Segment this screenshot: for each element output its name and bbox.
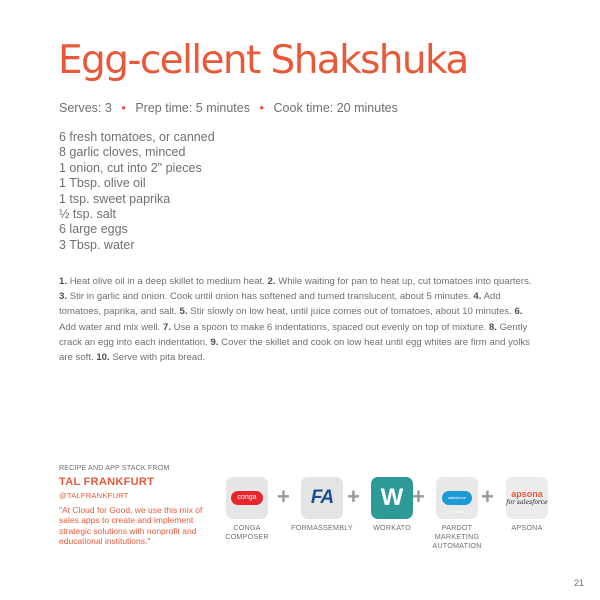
- step-number: 3.: [59, 291, 68, 303]
- ingredient-item: 1 Tbsp. olive oil: [59, 176, 146, 191]
- page-number: 21: [574, 578, 585, 588]
- plus-icon: +: [277, 484, 290, 509]
- ingredient-item: 1 onion, cut into 2" pieces: [59, 160, 202, 175]
- serves-text: Serves: 3: [59, 101, 112, 115]
- app-name: APSONA: [511, 523, 543, 532]
- separator-dot: •: [259, 100, 265, 115]
- author-handle: @TALFRANKFURT: [59, 491, 129, 500]
- apsona-logo-text: apsona: [511, 489, 543, 499]
- app-name: FORMASSEMBLY: [291, 523, 353, 532]
- step-number: 7.: [162, 321, 171, 333]
- pardot-logo-icon: [436, 477, 478, 519]
- plus-icon: +: [481, 484, 494, 509]
- step-number: 10.: [96, 352, 110, 364]
- app-name: WORKATO: [373, 523, 411, 532]
- step-number: 9.: [210, 336, 219, 348]
- step-text: Stir slowly on low heat, until juice comes out of tomatoes, about 10 minutes.: [190, 306, 512, 318]
- step-text: Cover the skillet and cook on low heat until egg whites are firm and yolks are soft.: [59, 336, 530, 364]
- app-name: PARDOT MARKETING AUTOMATION: [432, 523, 482, 550]
- separator-dot: •: [121, 100, 126, 115]
- plus-icon: +: [347, 484, 360, 509]
- app-name: CONGA COMPOSER: [225, 523, 269, 541]
- prep-time-text: Prep time: 5 minutes: [135, 101, 250, 115]
- step-text: Add tomatoes, paprika, and salt.: [59, 291, 501, 318]
- plus-icon: +: [412, 484, 425, 509]
- apsona-logo-icon: [506, 477, 548, 519]
- pardot-logo-text: salesforce pardot: [442, 491, 472, 505]
- step-text: While waiting for pan to heat up, cut tomatoes into quarters.: [278, 276, 532, 287]
- ingredient-item: 3 Tbsp. water: [59, 237, 135, 252]
- author-name: TAL FRANKFURT: [59, 476, 155, 488]
- apsona-logo-subtext: for salesforce: [506, 499, 548, 506]
- ingredient-item: 8 garlic cloves, minced: [59, 145, 186, 160]
- ingredient-item: 1 tsp. sweet paprika: [59, 191, 171, 206]
- step-number: 6.: [514, 306, 523, 318]
- app-conga-composer: [212, 477, 282, 541]
- formassembly-logo-text: FA: [310, 487, 334, 508]
- cook-time-text: Cook time: 20 minutes: [273, 101, 398, 115]
- app-apsona: [492, 477, 562, 532]
- workato-logo-icon: [371, 477, 413, 519]
- step-text: Serve with pita bread.: [112, 352, 206, 364]
- step-number: 2.: [267, 276, 276, 287]
- formassembly-logo-icon: [301, 477, 343, 519]
- step-text: Add water and mix well.: [59, 321, 161, 333]
- step-number: 8.: [488, 321, 497, 333]
- step-text: Stir in garlic and onion. Cook until onion has softened and turned translucent, about 5 minutes.: [69, 291, 471, 303]
- ingredient-item: 6 fresh tomatoes, or canned: [59, 130, 215, 144]
- ingredient-item: 6 large eggs: [59, 222, 128, 237]
- step-text: Use a spoon to make 6 indentations, spaced out evenly on top of mixture.: [173, 321, 487, 333]
- conga-logo-icon: [226, 477, 268, 519]
- credit-label: RECIPE AND APP STACK FROM: [59, 463, 170, 472]
- step-text: Gently crack an egg into each indentation.: [59, 321, 528, 348]
- recipe-title: Egg-cellent Shakshuka: [58, 38, 468, 83]
- step-number: 4.: [473, 291, 482, 303]
- conga-logo-text: conga: [231, 491, 263, 505]
- ingredient-list: [59, 130, 215, 253]
- recipe-meta: [59, 100, 398, 115]
- author-quote: "At Cloud for Good, we use this mix of sales apps to create and implement strategic solutions with nonprofit and educational institutions.": [59, 505, 203, 547]
- instructions-paragraph: [59, 274, 539, 365]
- step-number: 1.: [59, 276, 68, 287]
- ingredient-item: ½ tsp. salt: [59, 207, 116, 222]
- step-number: 5.: [179, 306, 188, 318]
- step-text: Heat olive oil in a deep skillet to medium heat.: [69, 276, 265, 287]
- workato-logo-text: W: [380, 484, 404, 511]
